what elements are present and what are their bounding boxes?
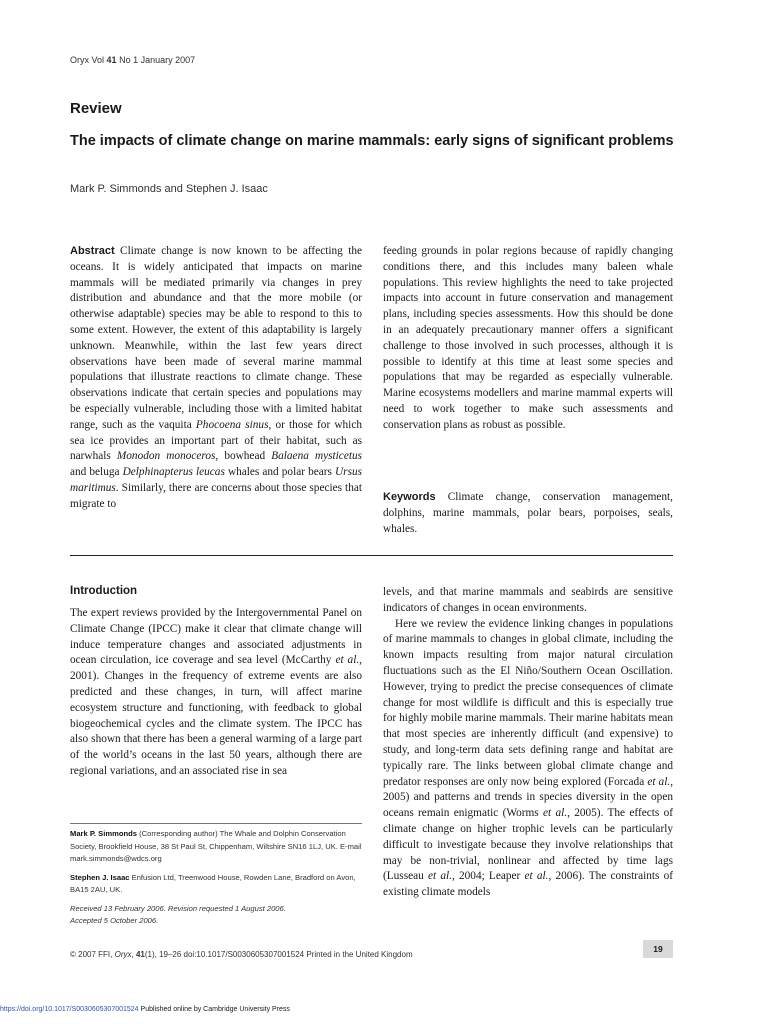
species-name: Ursus maritimus [70,466,363,494]
section-heading-introduction: Introduction [70,585,138,597]
species-name: Phocoena sinus [195,418,269,431]
intro-left-column [70,585,362,780]
journal-name: Oryx [70,55,89,65]
page-number: 19 [643,940,673,958]
intro-right-column [383,585,673,901]
abstract-label: Abstract [70,245,115,257]
intro-paragraph: The expert reviews provided by the Intergovernmental Panel on Climate Change (IPCC) make it clear that climate change will induce temperature changes and associated adjustments in ocean circulation, ice coverage and sea level (McCarthy et al., 2001). Changes in the frequency of extreme events are also predicted and these changes, in turn, will affect marine ecosystem structure and functioning, with feedback to global biogeochemical cycles and the climate system. The IPCC has also shown that there has been a general warming of a large part of the world’s oceans in the last 50 years, although there are regional variations, and an associated rise in sea [70,607,362,777]
article-type: Review [70,100,122,117]
abstract-left-column [70,244,362,513]
doi-link[interactable]: https://doi.org/10.1017/S0030605307001524 [0,1006,139,1013]
section-divider [70,555,673,556]
received-date: Received 13 February 2006. Revision requested 1 August 2006. [70,903,286,913]
species-name: Balaena mysticetus [271,450,363,463]
published-online-note: Published online by Cambridge University Press [140,1006,290,1013]
abstract-text-continued: feeding grounds in polar regions because of rapidly changing conditions there, and this includes many baleen whale populations. This review highlights the need to take projected impacts into account in future conservation and management plans, including species assessments. How this should be done in an adequately precautionary manner offers a significant challenge to those involved in such processes, although it is possible to identify at this time at least some species and populations that may be regarded as especially vulnerable. Marine ecosystems modellers and marine mammal experts will need to work together to make such assessments and conservation plans as robust as possible. [383,245,673,431]
article-authors: Mark P. Simmonds and Stephen J. Isaac [70,183,268,195]
author-affiliation: Stephen J. Isaac Enfusion Ltd, Treenwood House, Rowden Lane, Bradford on Avon, BA15 2AU, UK. [70,872,356,894]
journal-header [70,55,195,65]
article-title: The impacts of climate change on marine mammals: early signs of significant problems [70,133,674,149]
species-name: Monodon monoceros [116,450,216,463]
page-footer: © 2007 FFI, Oryx, 41(1), 19–26 doi:10.1017/S0030605307001524 Printed in the United Kingdom [70,950,413,959]
doi-line [0,1006,290,1013]
author-affiliations [70,828,362,928]
intro-paragraph: Here we review the evidence linking changes in populations of marine mammals to changes in global climate, including the known impacts resulting from major natural circulation fluctuations such as the El Niño/Southern Ocean Oscillation. However, trying to predict the precise consequences of climate change for most wildlife is difficult and this is especially true for highly mobile marine mammals. Their marine habitats mean that most species are inherently difficult (and expensive) to study, and long-term data sets defining range and habitat are typically rare. The links between global climate change and predator responses are only now being explored (Forcada et al., 2005) and patterns and trends in species diversity in the open oceans remain enigmatic (Worms et al., 2005). The effects of climate change on higher trophic levels can be particularly difficult to investigate because they involve relationships that may be non-trivial, nonlinear and affected by time lags (Lusseau et al., 2004; Leaper et al., 2006). The constraints of existing climate models [383,617,674,899]
author-affiliation: Mark P. Simmonds (Corresponding author) The Whale and Dolphin Conservation Society, Brookfield House, 38 St Paul St, Chippenham, Wiltshire SN16 1LJ, UK. E-mail mark.simmonds@wdcs.org [70,829,362,863]
abstract-text: Abstract Climate change is now known to be affecting the oceans. It is widely anticipated that impacts on marine mammals will be mediated primarily via changes in prey distribution and abundance and that the more mobile (or otherwise adaptable) species may be able to respond to this to some extent. However, the extent of this adaptability is largely unknown. Meanwhile, within the last few years direct observations have been made of several marine mammal populations that illustrate reactions to climate change. These observations indicate that certain species and populations may be especially vulnerable, including those with a limited habitat range, such as the vaquita Phocoena sinus, or those for which sea ice provides an important part of their habitat, such as narwhals Monodon monoceros, bowhead Balaena mysticetus and beluga Delphinapterus leucas whales and polar bears Ursus maritimus. Similarly, there are concerns about those species that migrate to [70,245,363,510]
keywords-block [383,490,673,537]
keywords-label: Keywords [383,491,436,503]
keywords-text: Climate change, conservation management, dolphins, marine mammals, polar bears, porpoises, seals, whales. [383,491,674,535]
species-name: Delphinapterus leucas [122,466,225,479]
issue-number: No 1 [119,55,139,65]
volume-number: 41 [106,55,117,65]
abstract-right-column [383,244,673,434]
issue-date: January 2007 [140,55,196,65]
volume-label: Vol [91,55,105,65]
footnote-divider [70,823,362,824]
accepted-date: Accepted 5 October 2006. [70,916,159,925]
intro-paragraph: levels, and that marine mammals and seabirds are sensitive indicators of changes in ocean environments. [383,586,673,614]
